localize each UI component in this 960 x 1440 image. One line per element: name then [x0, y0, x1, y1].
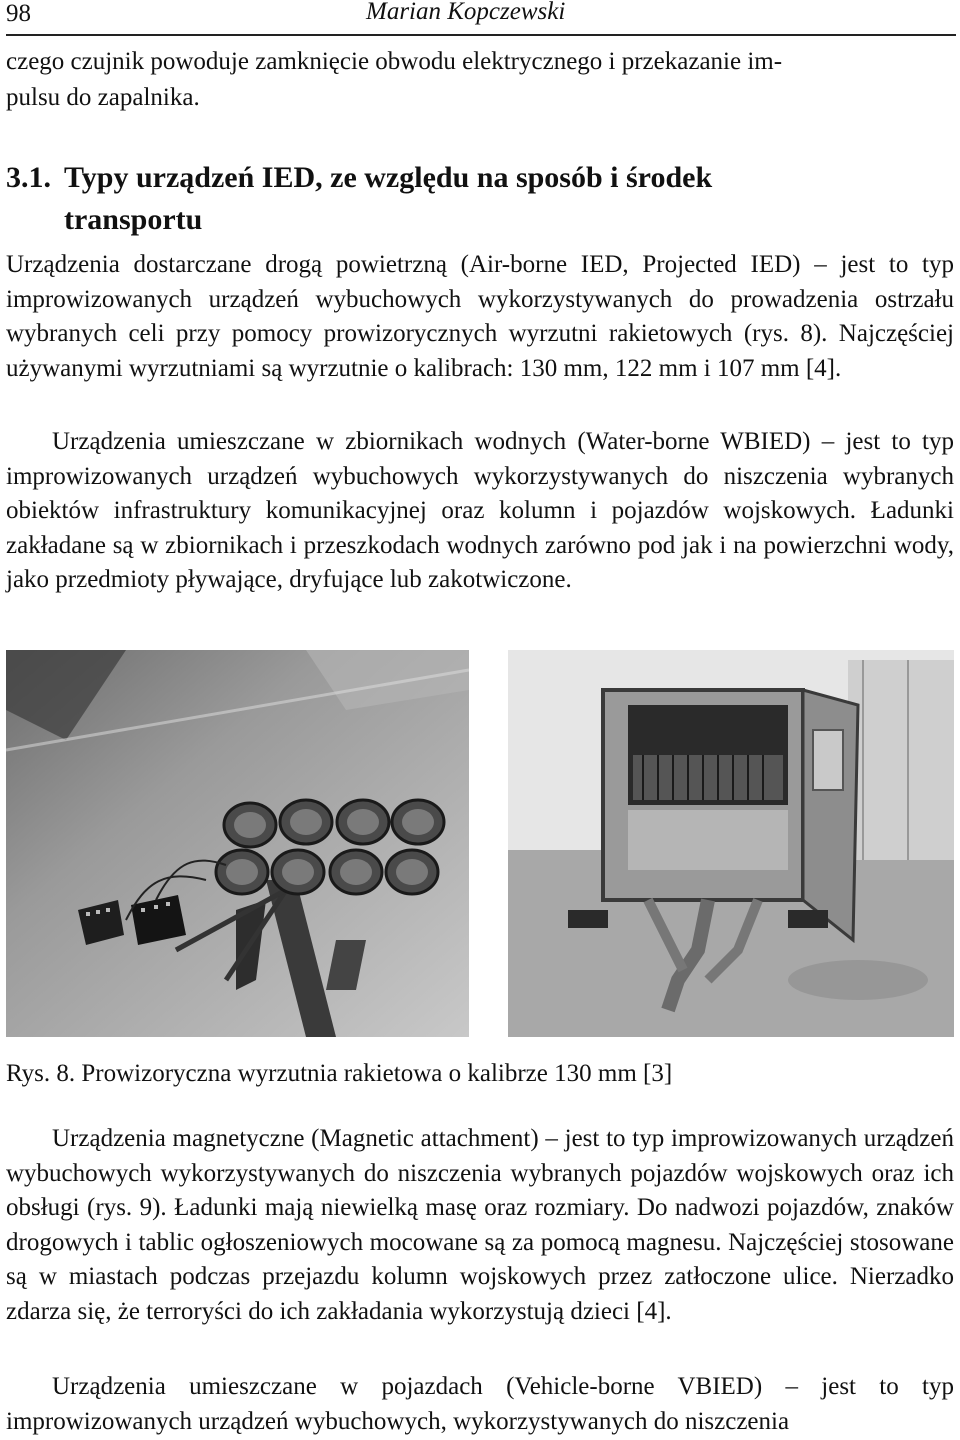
paragraph-water-borne: Urządzenia umieszczane w zbiornikach wodnych (Water-borne WBIED) – jest to typ improwizowanych urządzeń wybuchowych wykorzystywanych do niszczenia wybranych obiektów infrastruktury komunikacyjnej oraz kolumn i pojazdów wojskowych. Ładunki zakładane są w zbiornikach i przeszkodach wodnych zarówno pod jak i na powierzchni wody, jako przedmioty pływające, dryfujące lub zakotwiczone. — [6, 428, 954, 593]
section-title-line2: transportu — [64, 203, 203, 236]
figure-caption: Rys. 8. Prowizoryczna wyrzutnia rakietowa o kalibrze 130 mm [3] — [6, 1060, 673, 1087]
paragraph-air-borne: Urządzenia dostarczane drogą powietrzną (Air-borne IED, Projected IED) – jest to typ improwizowanych urządzeń wybuchowych wykorzystywanych do prowadzenia ostrzału wybranych celi przy pomocy prowizorycznych wyrzutni rakietowych (rys. 8). Najczęściej używanymi wyrzutniami są wyrzutnie o kalibrach: 130 mm, 122 mm i 107 mm [4]. — [6, 251, 954, 382]
intro-paragraph — [6, 44, 954, 116]
photo-rocket-launcher — [6, 650, 469, 1037]
section-title-line1: Typy urządzeń IED, ze względu na sposób i środek — [64, 161, 713, 194]
paragraph-magnetic: Urządzenia magnetyczne (Magnetic attachment) – jest to typ improwizowanych urządzeń wybuchowych wykorzystywanych do niszczenia wybranych pojazdów wojskowych oraz ich obsługi (rys. 9). Ładunki mają niewielką masę oraz rozmiary. Do nadwozi pojazdów, znaków drogowych i tablic ogłoszeniowych mocowane są za pomocą magnesu. Najczęściej stosowane są w miastach podczas przejazdu kolumn wojskowych przez zatłoczone ulice. Nierzadko zdarza się, że terroryści do ich zakładania wykorzystują dzieci [4]. — [6, 1125, 954, 1325]
photo-trailer-launcher — [508, 650, 954, 1037]
section-number: 3.1. — [6, 161, 51, 194]
section-heading — [6, 157, 954, 241]
paragraph-vehicle-borne: Urządzenia umieszczane w pojazdach (Vehicle-borne VBIED) – jest to typ improwizowanych urządzeń wybuchowych, wykorzystywanych do niszczenia — [6, 1373, 954, 1435]
intro-line: czego czujnik powoduje zamknięcie obwodu elektrycznego i przekazanie im- — [6, 48, 783, 75]
intro-line: pulsu do zapalnika. — [6, 84, 200, 111]
page-header — [6, 0, 956, 36]
running-head-author: Marian Kopczewski — [366, 0, 566, 25]
page-number: 98 — [6, 0, 31, 27]
